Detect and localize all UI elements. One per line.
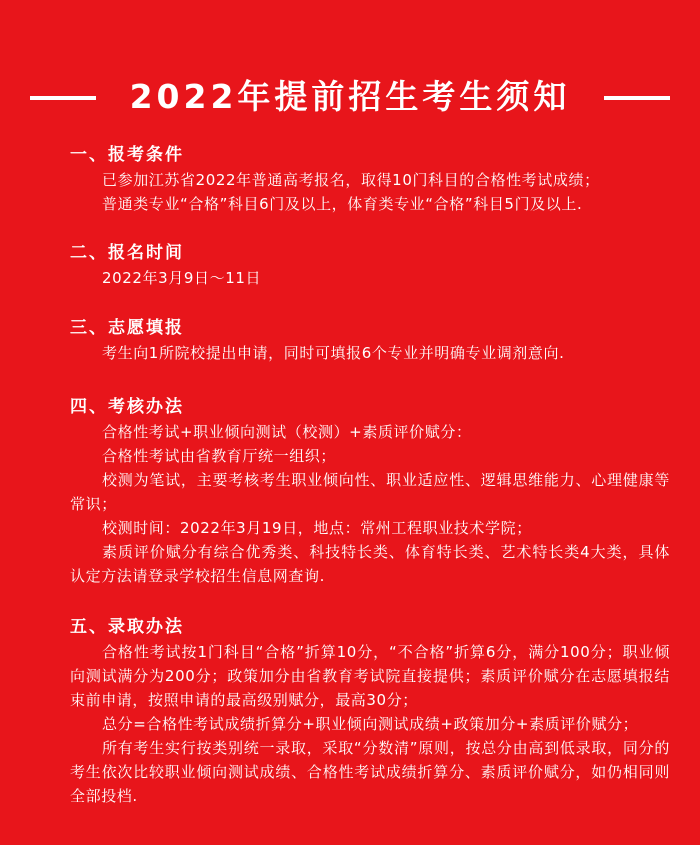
section-registration-time xyxy=(70,241,670,290)
title-banner xyxy=(0,72,700,122)
paragraph: 2022年3月9日～11日 xyxy=(102,269,262,287)
section-admission-method xyxy=(70,615,670,808)
page-title: 2022年提前招生考生须知 xyxy=(129,77,571,116)
section-heading: 五、录取办法 xyxy=(70,617,184,637)
paragraph: 素质评价赋分有综合优秀类、科技特长类、体育特长类、艺术特长类4大类，具体认定方法请登录学校招生信息网查询. xyxy=(70,543,670,585)
paragraph: 总分=合格性考试成绩折算分+职业倾向测试成绩+政策加分+素质评价赋分； xyxy=(102,715,639,733)
notice-body xyxy=(70,143,670,808)
paragraph: 考生向1所院校提出申请，同时可填报6个专业并明确专业调剂意向. xyxy=(102,344,565,362)
paragraph: 普通类专业“合格”科目6门及以上，体育类专业“合格”科目5门及以上. xyxy=(102,195,583,213)
title-left-rule xyxy=(30,96,96,100)
paragraph: 已参加江苏省2022年普通高考报名，取得10门科目的合格性考试成绩； xyxy=(102,171,600,189)
section-heading: 二、报名时间 xyxy=(70,243,184,263)
paragraph: 校测时间：2022年3月19日，地点：常州工程职业技术学院； xyxy=(102,519,532,537)
section-heading: 三、志愿填报 xyxy=(70,318,184,338)
paragraph: 合格性考试按1门科目“合格”折算10分，“不合格”折算6分，满分100分；职业倾向测试满分为200分；政策加分由省教育考试院直接提供；素质评价赋分在志愿填报结束前申请，按照申请的最高级别赋分，最高30分； xyxy=(70,643,670,709)
section-assessment-method xyxy=(70,395,670,588)
paragraph: 所有考生实行按类别统一录取，采取“分数清”原则，按总分由高到低录取，同分的考生依次比较职业倾向测试成绩、合格性考试成绩折算分、素质评价赋分，如仍相同则全部投档. xyxy=(70,739,670,805)
paragraph: 合格性考试由省教育厅统一组织； xyxy=(102,447,337,465)
paragraph: 合格性考试+职业倾向测试（校测）+素质评价赋分： xyxy=(102,423,472,441)
section-heading: 一、报考条件 xyxy=(70,145,184,165)
section-heading: 四、考核办法 xyxy=(70,397,184,417)
section-volunteer-filling xyxy=(70,316,670,365)
section-application-requirements xyxy=(70,143,670,216)
paragraph: 校测为笔试，主要考核考生职业倾向性、职业适应性、逻辑思维能力、心理健康等常识； xyxy=(70,471,670,513)
title-right-rule xyxy=(604,96,670,100)
